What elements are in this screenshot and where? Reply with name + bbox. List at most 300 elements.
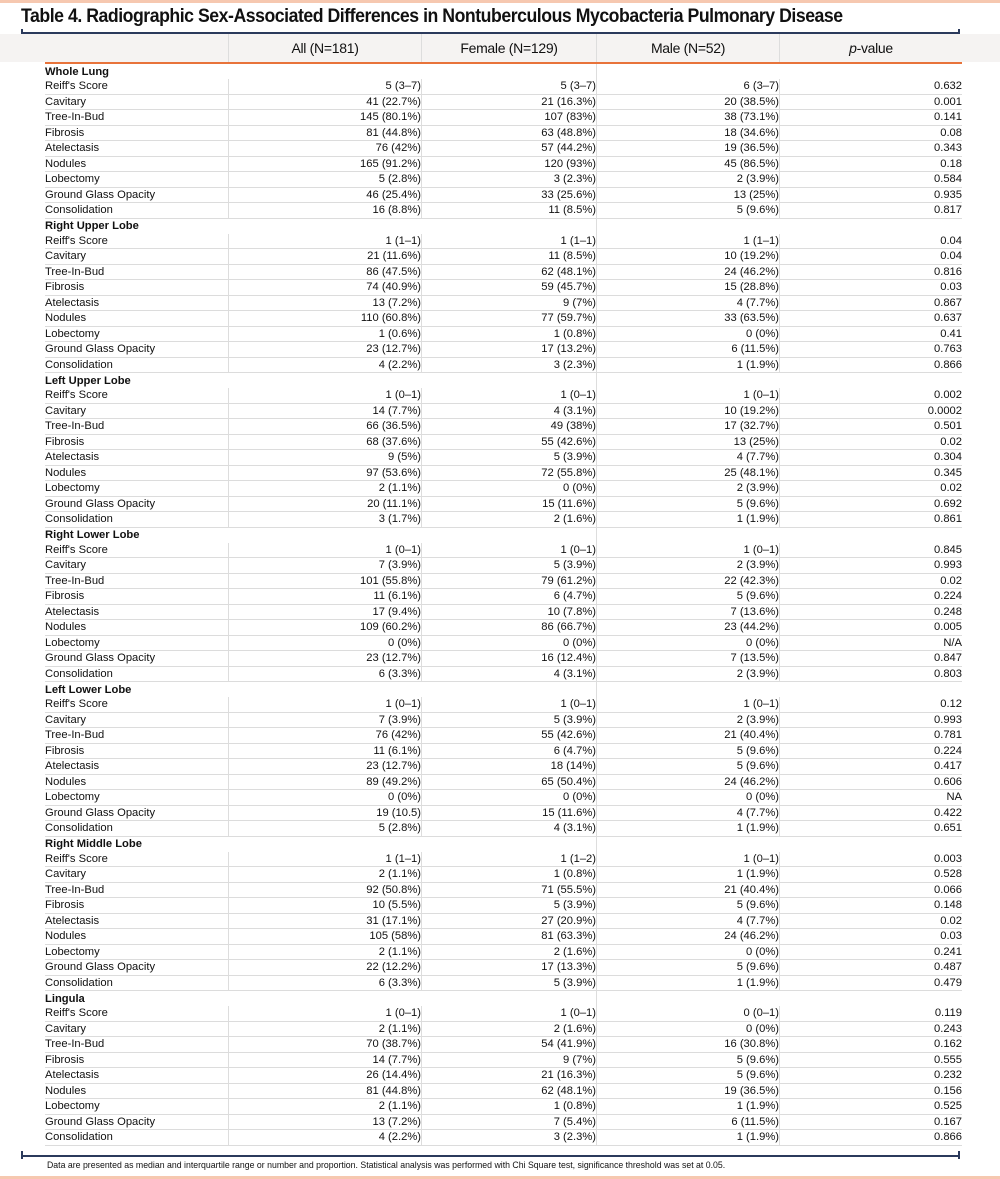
row-label: Fibrosis [45,125,229,141]
table-row [45,852,962,867]
table-row [45,1068,962,1084]
all-value: 16 (8.8%) [229,203,422,219]
p-value: 0.847 [780,651,963,667]
row-label: Ground Glass Opacity [45,960,229,976]
male-value: 0 (0%) [597,326,780,342]
row-label: Fibrosis [45,1052,229,1068]
female-value: 17 (13.3%) [422,960,597,976]
male-value: 1 (1.9%) [597,975,780,991]
male-value: 2 (3.9%) [597,172,780,188]
all-value: 11 (6.1%) [229,743,422,759]
male-value: 24 (46.2%) [597,774,780,790]
all-value: 1 (0.6%) [229,326,422,342]
male-value: 21 (40.4%) [597,882,780,898]
p-value: 0.343 [780,141,963,157]
p-value: 0.651 [780,821,963,837]
male-value: 1 (1.9%) [597,1099,780,1115]
section-header-row [45,218,962,234]
all-value: 105 (58%) [229,929,422,945]
all-value: 74 (40.9%) [229,280,422,296]
table-row [45,481,962,497]
all-value: 1 (0–1) [229,388,422,403]
female-value: 71 (55.5%) [422,882,597,898]
p-value: 0.001 [780,94,963,110]
all-value: 23 (12.7%) [229,759,422,775]
all-value: 5 (2.8%) [229,172,422,188]
female-value: 27 (20.9%) [422,913,597,929]
all-value: 14 (7.7%) [229,403,422,419]
female-value: 1 (1–1) [422,234,597,249]
female-value: 6 (4.7%) [422,589,597,605]
table-row [45,913,962,929]
female-value: 1 (0.8%) [422,1099,597,1115]
table-row [45,1006,962,1021]
p-value: 0.224 [780,743,963,759]
male-value: 5 (9.6%) [597,898,780,914]
female-value: 1 (0.8%) [422,326,597,342]
table-row [45,1114,962,1130]
female-value: 4 (3.1%) [422,666,597,682]
male-value: 1 (1–1) [597,234,780,249]
male-value: 25 (48.1%) [597,465,780,481]
row-label: Nodules [45,929,229,945]
section-spacer [597,373,963,389]
female-value: 0 (0%) [422,790,597,806]
row-label: Consolidation [45,1130,229,1146]
female-value: 3 (2.3%) [422,357,597,373]
section-label: Right Upper Lobe [45,220,139,232]
all-value: 81 (44.8%) [229,125,422,141]
section-spacer [597,527,963,543]
male-value: 20 (38.5%) [597,94,780,110]
male-value: 1 (1.9%) [597,512,780,528]
female-value: 5 (3.9%) [422,712,597,728]
female-value: 5 (3–7) [422,79,597,94]
all-value: 22 (12.2%) [229,960,422,976]
row-label: Tree-In-Bud [45,1037,229,1053]
p-value: 0.03 [780,280,963,296]
row-label: Tree-In-Bud [45,882,229,898]
female-value: 57 (44.2%) [422,141,597,157]
p-value: 0.119 [780,1006,963,1021]
header-pvalue: p-value [780,34,963,63]
table-row [45,1052,962,1068]
row-label: Fibrosis [45,434,229,450]
row-label: Consolidation [45,357,229,373]
all-value: 5 (3–7) [229,79,422,94]
female-value: 21 (16.3%) [422,94,597,110]
results-table [45,34,962,1146]
female-value: 55 (42.6%) [422,434,597,450]
row-label: Reiff's Score [45,388,229,403]
male-value: 4 (7.7%) [597,913,780,929]
male-value: 5 (9.6%) [597,1052,780,1068]
p-value: 0.866 [780,357,963,373]
female-value: 4 (3.1%) [422,821,597,837]
footer-left-tick [21,1151,23,1159]
table-row [45,635,962,651]
row-label: Lobectomy [45,326,229,342]
p-value: 0.003 [780,852,963,867]
all-value: 4 (2.2%) [229,357,422,373]
female-value: 77 (59.7%) [422,311,597,327]
row-label: Consolidation [45,821,229,837]
row-label: Ground Glass Opacity [45,1114,229,1130]
female-value: 1 (0–1) [422,543,597,558]
table-row [45,929,962,945]
table-row [45,512,962,528]
p-value: 0.02 [780,573,963,589]
table-row [45,1099,962,1115]
male-value: 18 (34.6%) [597,125,780,141]
row-label: Reiff's Score [45,79,229,94]
all-value: 23 (12.7%) [229,651,422,667]
male-value: 1 (0–1) [597,388,780,403]
table-row [45,666,962,682]
female-value: 4 (3.1%) [422,403,597,419]
table-row [45,573,962,589]
row-label: Fibrosis [45,743,229,759]
male-value: 5 (9.6%) [597,1068,780,1084]
p-value: 0.232 [780,1068,963,1084]
male-value: 7 (13.6%) [597,604,780,620]
p-value: 0.04 [780,249,963,265]
all-value: 13 (7.2%) [229,295,422,311]
male-value: 1 (1.9%) [597,357,780,373]
p-value: 0.763 [780,342,963,358]
all-value: 4 (2.2%) [229,1130,422,1146]
table-title: Table 4. Radiographic Sex-Associated Differences in Nontuberculous Mycobacteria Pulmonary Disease [21,6,843,27]
all-value: 92 (50.8%) [229,882,422,898]
male-value: 5 (9.6%) [597,496,780,512]
p-value: 0.248 [780,604,963,620]
male-value: 6 (11.5%) [597,1114,780,1130]
table-row [45,187,962,203]
section-header-row [45,836,962,852]
p-value: 0.141 [780,110,963,126]
all-value: 145 (80.1%) [229,110,422,126]
table-row [45,960,962,976]
all-value: 7 (3.9%) [229,712,422,728]
all-value: 66 (36.5%) [229,419,422,435]
all-value: 23 (12.7%) [229,342,422,358]
male-value: 19 (36.5%) [597,1083,780,1099]
p-value: 0.417 [780,759,963,775]
p-value: 0.0002 [780,403,963,419]
female-value: 62 (48.1%) [422,264,597,280]
male-value: 38 (73.1%) [597,110,780,126]
p-value: 0.08 [780,125,963,141]
male-value: 10 (19.2%) [597,249,780,265]
p-value: 0.304 [780,450,963,466]
all-value: 97 (53.6%) [229,465,422,481]
male-value: 4 (7.7%) [597,295,780,311]
male-value: 13 (25%) [597,187,780,203]
row-label: Reiff's Score [45,697,229,712]
p-value: 0.993 [780,712,963,728]
p-value: 0.993 [780,558,963,574]
table-row [45,1130,962,1146]
male-value: 13 (25%) [597,434,780,450]
female-value: 55 (42.6%) [422,728,597,744]
all-value: 2 (1.1%) [229,481,422,497]
row-label: Fibrosis [45,898,229,914]
all-value: 5 (2.8%) [229,821,422,837]
row-label: Ground Glass Opacity [45,651,229,667]
table-row [45,620,962,636]
table-row [45,141,962,157]
row-label: Lobectomy [45,1099,229,1115]
male-value: 0 (0–1) [597,1006,780,1021]
female-value: 1 (0–1) [422,388,597,403]
row-label: Atelectasis [45,295,229,311]
row-label: Reiff's Score [45,852,229,867]
p-value: 0.005 [780,620,963,636]
table-row [45,589,962,605]
row-label: Tree-In-Bud [45,419,229,435]
header-all: All (N=181) [229,34,422,63]
female-value: 9 (7%) [422,1052,597,1068]
male-value: 5 (9.6%) [597,960,780,976]
female-value: 33 (25.6%) [422,187,597,203]
row-label: Atelectasis [45,759,229,775]
p-value: 0.243 [780,1021,963,1037]
female-value: 5 (3.9%) [422,558,597,574]
p-value: 0.224 [780,589,963,605]
male-value: 0 (0%) [597,944,780,960]
female-value: 86 (66.7%) [422,620,597,636]
all-value: 17 (9.4%) [229,604,422,620]
all-value: 76 (42%) [229,141,422,157]
male-value: 22 (42.3%) [597,573,780,589]
female-value: 5 (3.9%) [422,450,597,466]
table-row [45,1021,962,1037]
row-label: Nodules [45,465,229,481]
p-value: 0.18 [780,156,963,172]
row-label: Lobectomy [45,635,229,651]
p-value: N/A [780,635,963,651]
header-female: Female (N=129) [422,34,597,63]
table-row [45,342,962,358]
female-value: 15 (11.6%) [422,805,597,821]
female-value: 1 (0–1) [422,697,597,712]
all-value: 19 (10.5) [229,805,422,821]
row-label: Cavitary [45,1021,229,1037]
male-value: 2 (3.9%) [597,712,780,728]
male-value: 1 (1.9%) [597,1130,780,1146]
p-value: 0.555 [780,1052,963,1068]
row-label: Nodules [45,620,229,636]
p-value: 0.167 [780,1114,963,1130]
p-value: 0.867 [780,295,963,311]
female-value: 2 (1.6%) [422,944,597,960]
row-label: Cavitary [45,712,229,728]
all-value: 110 (60.8%) [229,311,422,327]
male-value: 10 (19.2%) [597,403,780,419]
female-value: 1 (1–2) [422,852,597,867]
p-value: 0.41 [780,326,963,342]
male-value: 5 (9.6%) [597,203,780,219]
table-row [45,697,962,712]
p-value: 0.501 [780,419,963,435]
section-spacer [597,836,963,852]
female-value: 107 (83%) [422,110,597,126]
male-value: 45 (86.5%) [597,156,780,172]
female-value: 120 (93%) [422,156,597,172]
female-value: 5 (3.9%) [422,898,597,914]
male-value: 7 (13.5%) [597,651,780,667]
all-value: 6 (3.3%) [229,975,422,991]
table-row [45,403,962,419]
female-value: 11 (8.5%) [422,203,597,219]
female-value: 0 (0%) [422,635,597,651]
male-value: 5 (9.6%) [597,743,780,759]
row-label: Tree-In-Bud [45,110,229,126]
male-value: 4 (7.7%) [597,805,780,821]
all-value: 13 (7.2%) [229,1114,422,1130]
table-row [45,434,962,450]
row-label: Consolidation [45,975,229,991]
male-value: 15 (28.8%) [597,280,780,296]
table-row [45,156,962,172]
table-row [45,774,962,790]
all-value: 70 (38.7%) [229,1037,422,1053]
table-row [45,1083,962,1099]
male-value: 33 (63.5%) [597,311,780,327]
female-value: 81 (63.3%) [422,929,597,945]
p-value: 0.781 [780,728,963,744]
female-value: 5 (3.9%) [422,975,597,991]
table-row [45,898,962,914]
row-label: Ground Glass Opacity [45,805,229,821]
p-value: 0.845 [780,543,963,558]
p-value: 0.422 [780,805,963,821]
table-row [45,944,962,960]
row-label: Atelectasis [45,604,229,620]
male-value: 1 (1.9%) [597,867,780,883]
male-value: 0 (0%) [597,635,780,651]
row-label: Nodules [45,1083,229,1099]
male-value: 2 (3.9%) [597,558,780,574]
table-row [45,805,962,821]
female-value: 3 (2.3%) [422,1130,597,1146]
row-label: Lobectomy [45,481,229,497]
section-label: Right Lower Lobe [45,529,140,541]
p-value: 0.156 [780,1083,963,1099]
row-label: Nodules [45,311,229,327]
all-value: 0 (0%) [229,790,422,806]
male-value: 6 (11.5%) [597,342,780,358]
row-label: Lobectomy [45,172,229,188]
female-value: 11 (8.5%) [422,249,597,265]
row-label: Atelectasis [45,913,229,929]
all-value: 165 (91.2%) [229,156,422,172]
table-row [45,388,962,403]
female-value: 1 (0.8%) [422,867,597,883]
table-row [45,280,962,296]
row-label: Cavitary [45,403,229,419]
all-value: 2 (1.1%) [229,1099,422,1115]
table-row [45,743,962,759]
female-value: 65 (50.4%) [422,774,597,790]
female-value: 21 (16.3%) [422,1068,597,1084]
table-row [45,357,962,373]
section-spacer [597,991,963,1007]
header-male: Male (N=52) [597,34,780,63]
row-label: Consolidation [45,512,229,528]
row-label: Fibrosis [45,589,229,605]
table-row [45,79,962,94]
female-value: 16 (12.4%) [422,651,597,667]
section-label: Right Middle Lobe [45,838,142,850]
female-value: 72 (55.8%) [422,465,597,481]
table-row [45,110,962,126]
p-value: 0.148 [780,898,963,914]
p-value: 0.479 [780,975,963,991]
female-value: 62 (48.1%) [422,1083,597,1099]
table-row [45,125,962,141]
male-value: 2 (3.9%) [597,481,780,497]
section-spacer [597,218,963,234]
p-value: 0.02 [780,481,963,497]
female-value: 59 (45.7%) [422,280,597,296]
row-label: Consolidation [45,666,229,682]
female-value: 49 (38%) [422,419,597,435]
section-header-row [45,991,962,1007]
p-value: 0.066 [780,882,963,898]
table-row [45,249,962,265]
all-value: 20 (11.1%) [229,496,422,512]
male-value: 24 (46.2%) [597,264,780,280]
table-row [45,558,962,574]
female-value: 17 (13.2%) [422,342,597,358]
table-row [45,651,962,667]
all-value: 7 (3.9%) [229,558,422,574]
p-value: 0.632 [780,79,963,94]
section-header-row [45,63,962,79]
all-value: 1 (0–1) [229,543,422,558]
section-header-row [45,527,962,543]
female-value: 63 (48.8%) [422,125,597,141]
row-label: Lobectomy [45,790,229,806]
table-row [45,790,962,806]
p-value: 0.861 [780,512,963,528]
all-value: 9 (5%) [229,450,422,466]
table-row [45,604,962,620]
p-value: 0.345 [780,465,963,481]
row-label: Ground Glass Opacity [45,342,229,358]
section-label: Left Upper Lobe [45,374,131,387]
male-value: 6 (3–7) [597,79,780,94]
all-value: 41 (22.7%) [229,94,422,110]
p-value: 0.637 [780,311,963,327]
table-body [45,63,962,1145]
table-row [45,712,962,728]
footer-right-tick [958,1151,960,1159]
female-value: 7 (5.4%) [422,1114,597,1130]
table-row [45,203,962,219]
p-value: 0.866 [780,1130,963,1146]
female-value: 9 (7%) [422,295,597,311]
p-value: 0.02 [780,434,963,450]
row-label: Ground Glass Opacity [45,187,229,203]
male-value: 16 (30.8%) [597,1037,780,1053]
p-value: 0.584 [780,172,963,188]
row-label: Ground Glass Opacity [45,496,229,512]
section-label: Lingula [45,992,85,1005]
all-value: 76 (42%) [229,728,422,744]
row-label: Cavitary [45,867,229,883]
